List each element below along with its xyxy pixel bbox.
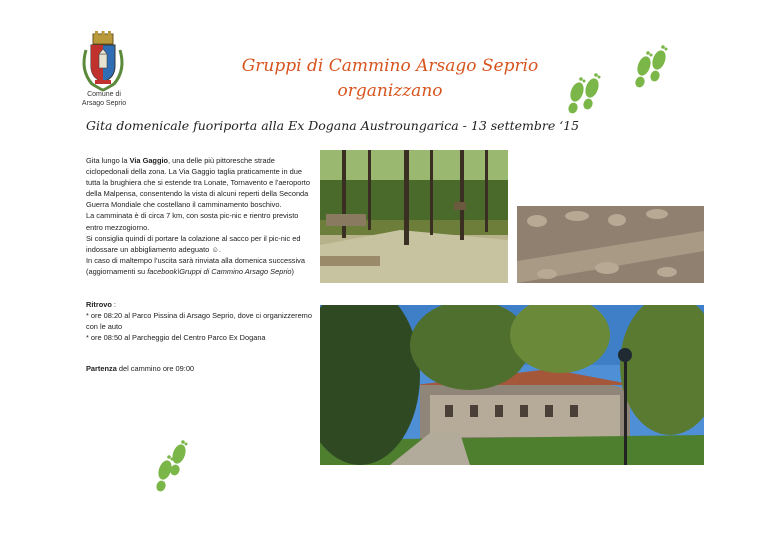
paragraph-weather [86, 255, 314, 277]
facebook-reference: facebook\Gruppi di Cammino Arsago Seprio [147, 266, 292, 276]
comune-label [72, 90, 136, 108]
footprints-icon [565, 72, 605, 128]
text: ) [291, 266, 295, 276]
title-line-1: Gruppi di Cammino Arsago Seprio [241, 56, 539, 76]
photo-ex-dogana-building [320, 305, 704, 465]
ritrovo-label: Ritrovo [86, 300, 112, 310]
ritrovo-heading [86, 299, 314, 310]
photo-stone-path [517, 206, 704, 283]
text: del cammino ore 09:00 [116, 364, 195, 374]
paragraph-distance: La camminata è di circa 7 km, con sosta pic-nic e rientro previsto entro mezzogiorno. [86, 211, 299, 232]
ritrovo-item-2: * ore 08:50 al Parcheggio del Centro Parco Ex Dogana [86, 333, 266, 343]
partenza-line [86, 363, 314, 374]
text: Gita lungo la [86, 156, 130, 165]
page-title [200, 54, 580, 104]
footprints-icon [153, 440, 193, 496]
photo-woods-picnic [320, 150, 508, 283]
paragraph-route [86, 155, 314, 210]
partenza-label: Partenza [86, 364, 117, 374]
text: In caso di maltempo l’uscita sarà rinviata alla domenica successiva (aggiornamenti su [86, 255, 305, 276]
comune-line-1: Comune di [87, 91, 121, 98]
footprints-icon [632, 44, 672, 100]
title-line-2: organizzano [337, 81, 443, 101]
comune-line-2: Arsago Seprio [81, 100, 127, 107]
coat-of-arms-icon [78, 30, 128, 92]
event-subtitle: Gita domenicale fuoriporta alla Ex Dogana Austroungarica - 13 settembre ‘15 [86, 118, 580, 133]
description-block [86, 155, 314, 375]
ritrovo-item-1: * ore 08:20 al Parco Pissina di Arsago Seprio, dove ci organizzeremo con le auto [86, 311, 312, 332]
text: : [111, 300, 116, 310]
via-gaggio-bold: Via Gaggio [129, 156, 169, 165]
paragraph-advice: Si consiglia quindi di portare la colazione al sacco per il pic-nic ed indossare un abbigliamento adeguato ☺. [86, 233, 301, 254]
text: , una delle più pittoresche strade ciclopedonali della zona. La Via Gaggio taglia praticamente in due tutta la brughiera che si estende tra Lonate, Tornavento e l'aeroporto della Malpensa, consentendo la vista di alcuni reperti della Seconda Guerra Mondiale che costellano il camminamento boschivo. [86, 156, 310, 210]
